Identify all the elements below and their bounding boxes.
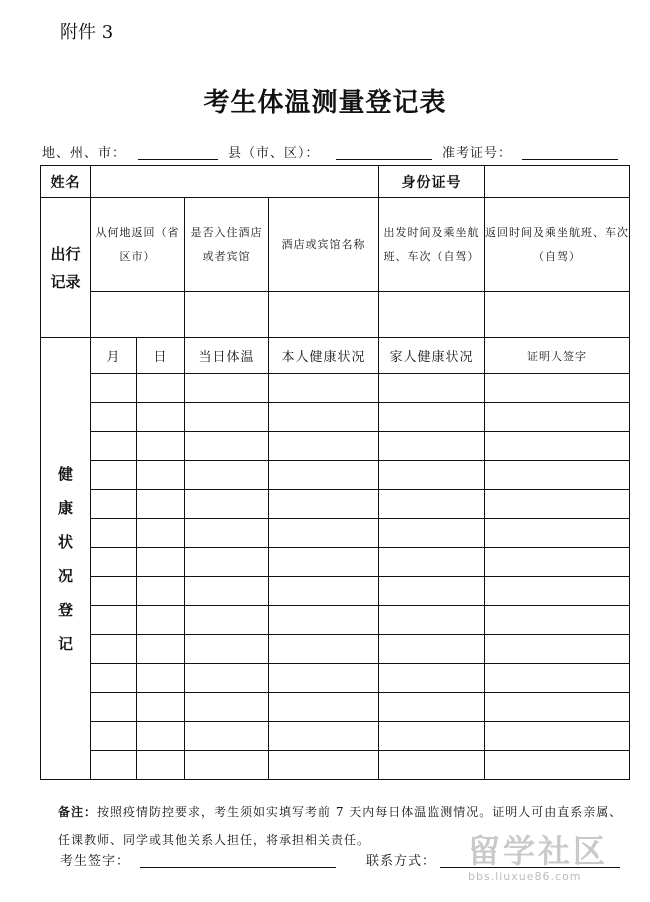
health-cell-witness[interactable]	[485, 548, 630, 577]
health-cell-day[interactable]	[137, 722, 185, 751]
travel-field-hotel-stay[interactable]	[185, 292, 269, 338]
health-cell-witness[interactable]	[485, 664, 630, 693]
health-cell-temperature[interactable]	[185, 751, 269, 780]
health-cell-day[interactable]	[137, 519, 185, 548]
health-cell-self-health[interactable]	[269, 519, 379, 548]
health-cell-temperature[interactable]	[185, 490, 269, 519]
health-cell-self-health[interactable]	[269, 722, 379, 751]
travel-field-depart[interactable]	[379, 292, 485, 338]
health-cell-day[interactable]	[137, 461, 185, 490]
contact-label: 联系方式：	[366, 854, 437, 869]
health-cell-month[interactable]	[91, 548, 137, 577]
health-cell-temperature[interactable]	[185, 635, 269, 664]
exam-id-label: 准考证号：	[442, 146, 513, 161]
health-cell-temperature[interactable]	[185, 606, 269, 635]
health-row	[41, 722, 630, 751]
health-cell-self-health[interactable]	[269, 548, 379, 577]
health-row	[41, 490, 630, 519]
health-cell-temperature[interactable]	[185, 374, 269, 403]
health-label: 健康状况登记	[58, 464, 74, 653]
travel-field-return[interactable]	[485, 292, 630, 338]
health-header-temperature: 当日体温	[185, 338, 269, 374]
health-cell-month[interactable]	[91, 693, 137, 722]
health-cell-self-health[interactable]	[269, 664, 379, 693]
health-header-self-health: 本人健康状况	[269, 338, 379, 374]
health-header-family-health: 家人健康状况	[379, 338, 485, 374]
health-cell-family-health[interactable]	[379, 722, 485, 751]
health-cell-witness[interactable]	[485, 490, 630, 519]
health-row	[41, 461, 630, 490]
form-title: 考生体温测量登记表	[203, 88, 447, 118]
health-cell-family-health[interactable]	[379, 490, 485, 519]
health-cell-family-health[interactable]	[379, 461, 485, 490]
health-cell-month[interactable]	[91, 403, 137, 432]
health-cell-temperature[interactable]	[185, 548, 269, 577]
health-cell-family-health[interactable]	[379, 751, 485, 780]
health-cell-month[interactable]	[91, 751, 137, 780]
attachment-label: 附件 3	[60, 22, 114, 43]
health-row	[41, 403, 630, 432]
health-cell-day[interactable]	[137, 693, 185, 722]
health-cell-month[interactable]	[91, 374, 137, 403]
travel-header-depart: 出发时间及乘坐航班、车次（自驾）	[379, 198, 485, 292]
note-text: 按照疫情防控要求，考生须如实填写考前 7 天内每日体温监测情况。证明人可由直系亲属、任课教师、同学或其他关系人担任，将承担相关责任。	[58, 805, 623, 847]
health-cell-family-health[interactable]	[379, 519, 485, 548]
health-cell-month[interactable]	[91, 722, 137, 751]
health-cell-month[interactable]	[91, 432, 137, 461]
health-cell-temperature[interactable]	[185, 693, 269, 722]
watermark-brand: 留学社区	[468, 832, 609, 870]
health-cell-family-health[interactable]	[379, 693, 485, 722]
health-cell-day[interactable]	[137, 432, 185, 461]
health-cell-self-health[interactable]	[269, 606, 379, 635]
health-cell-month[interactable]	[91, 461, 137, 490]
health-row	[41, 606, 630, 635]
travel-header-hotel-stay: 是否入住酒店或者宾馆	[185, 198, 269, 292]
watermark	[468, 832, 628, 888]
health-cell-family-health[interactable]	[379, 548, 485, 577]
note-label: 备注：	[58, 805, 98, 819]
health-cell-witness[interactable]	[485, 751, 630, 780]
health-cell-family-health[interactable]	[379, 403, 485, 432]
health-cell-self-health[interactable]	[269, 751, 379, 780]
health-cell-day[interactable]	[137, 374, 185, 403]
travel-field-from[interactable]	[91, 292, 185, 338]
health-row	[41, 693, 630, 722]
health-cell-temperature[interactable]	[185, 664, 269, 693]
region-field[interactable]	[138, 159, 218, 160]
health-cell-witness[interactable]	[485, 461, 630, 490]
travel-field-hotel-name[interactable]	[269, 292, 379, 338]
health-row	[41, 519, 630, 548]
health-row	[41, 577, 630, 606]
exam-id-field[interactable]	[522, 159, 618, 160]
health-cell-temperature[interactable]	[185, 432, 269, 461]
health-cell-day[interactable]	[137, 606, 185, 635]
name-label: 姓名	[41, 166, 91, 198]
health-cell-witness[interactable]	[485, 374, 630, 403]
health-cell-family-health[interactable]	[379, 374, 485, 403]
health-cell-self-health[interactable]	[269, 577, 379, 606]
health-cell-month[interactable]	[91, 606, 137, 635]
health-cell-temperature[interactable]	[185, 577, 269, 606]
health-cell-temperature[interactable]	[185, 519, 269, 548]
health-cell-day[interactable]	[137, 403, 185, 432]
travel-header-hotel-name: 酒店或宾馆名称	[269, 198, 379, 292]
name-field[interactable]	[91, 166, 379, 198]
health-cell-family-health[interactable]	[379, 664, 485, 693]
health-cell-witness[interactable]	[485, 519, 630, 548]
student-sign-label: 考生签字：	[60, 854, 131, 869]
health-cell-day[interactable]	[137, 664, 185, 693]
health-cell-self-health[interactable]	[269, 432, 379, 461]
travel-header-return: 返回时间及乘坐航班、车次（自驾）	[485, 198, 630, 292]
health-cell-witness[interactable]	[485, 606, 630, 635]
health-cell-month[interactable]	[91, 577, 137, 606]
id-label: 身份证号	[379, 166, 485, 198]
health-cell-witness[interactable]	[485, 577, 630, 606]
health-cell-month[interactable]	[91, 519, 137, 548]
health-cell-day[interactable]	[137, 751, 185, 780]
health-cell-family-health[interactable]	[379, 635, 485, 664]
health-cell-self-health[interactable]	[269, 374, 379, 403]
health-cell-month[interactable]	[91, 490, 137, 519]
health-cell-self-health[interactable]	[269, 403, 379, 432]
health-cell-month[interactable]	[91, 664, 137, 693]
health-cell-family-health[interactable]	[379, 606, 485, 635]
health-cell-temperature[interactable]	[185, 403, 269, 432]
health-cell-family-health[interactable]	[379, 577, 485, 606]
health-cell-witness[interactable]	[485, 722, 630, 751]
health-header-month: 月	[91, 338, 137, 374]
health-cell-day[interactable]	[137, 577, 185, 606]
health-header-witness: 证明人签字	[485, 338, 630, 374]
health-cell-witness[interactable]	[485, 403, 630, 432]
health-row	[41, 548, 630, 577]
health-cell-day[interactable]	[137, 490, 185, 519]
health-cell-self-health[interactable]	[269, 461, 379, 490]
health-row	[41, 374, 630, 403]
health-cell-day[interactable]	[137, 635, 185, 664]
region-label: 地、州、市：	[42, 146, 127, 161]
travel-header-from: 从何地返回（省区市）	[91, 198, 185, 292]
health-cell-self-health[interactable]	[269, 490, 379, 519]
health-label-cell	[41, 338, 91, 780]
health-cell-month[interactable]	[91, 635, 137, 664]
health-cell-self-health[interactable]	[269, 635, 379, 664]
health-cell-temperature[interactable]	[185, 461, 269, 490]
health-cell-temperature[interactable]	[185, 722, 269, 751]
county-label: 县（市、区）：	[228, 146, 320, 161]
registration-table	[40, 165, 630, 780]
travel-label: 出行记录	[50, 244, 81, 291]
id-field[interactable]	[485, 166, 630, 198]
health-row	[41, 751, 630, 780]
health-row	[41, 664, 630, 693]
student-sign-field[interactable]	[140, 867, 336, 868]
health-cell-self-health[interactable]	[269, 693, 379, 722]
health-row	[41, 432, 630, 461]
health-cell-day[interactable]	[137, 548, 185, 577]
health-cell-witness[interactable]	[485, 693, 630, 722]
health-cell-witness[interactable]	[485, 635, 630, 664]
health-header-day: 日	[137, 338, 185, 374]
county-field[interactable]	[336, 159, 432, 160]
travel-label-cell	[41, 198, 91, 338]
health-cell-witness[interactable]	[485, 432, 630, 461]
health-row	[41, 635, 630, 664]
health-cell-family-health[interactable]	[379, 432, 485, 461]
watermark-url: bbs.liuxue86.com	[468, 870, 582, 883]
